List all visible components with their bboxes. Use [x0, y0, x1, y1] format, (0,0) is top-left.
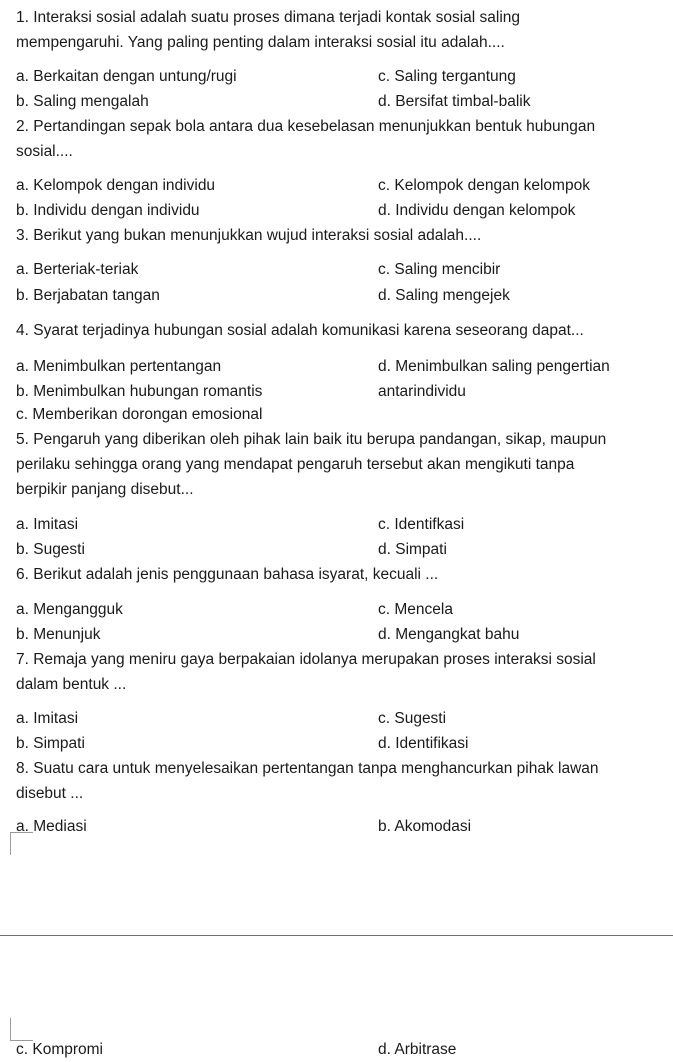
question-6-option-d: d. Mengangkat bahu: [378, 626, 520, 643]
question-2-line-2: sosial....: [16, 143, 73, 160]
question-2-line-1: 2. Pertandingan sepak bola antara dua kesebelasan menunjukkan bentuk hubungan: [16, 118, 596, 135]
question-5-line-3: berpikir panjang disebut...: [16, 481, 194, 498]
question-8-option-b: b. Akomodasi: [378, 818, 472, 831]
question-5-line-1: 5. Pengaruh yang diberikan oleh pihak lain baik itu berupa pandangan, sikap, maupun: [16, 431, 607, 448]
question-3-line-1: 3. Berikut yang bukan menunjukkan wujud interaksi sosial adalah....: [16, 227, 482, 244]
question-6-option-c: c. Mencela: [378, 601, 453, 618]
question-2-option-a: a. Kelompok dengan individu: [16, 177, 216, 194]
question-5-option-b: b. Sugesti: [16, 541, 85, 558]
question-1-line-2: mempengaruhi. Yang paling penting dalam interaksi sosial itu adalah....: [16, 34, 505, 51]
question-5-option-c: c. Identifkasi: [378, 516, 465, 533]
question-6-option-b: b. Menunjuk: [16, 626, 101, 643]
question-3-option-c: c. Saling mencibir: [378, 261, 501, 278]
question-7-option-d: d. Identifikasi: [378, 735, 469, 752]
question-2-option-b: b. Individu dengan individu: [16, 202, 200, 219]
question-4-line-1: 4. Syarat terjadinya hubungan sosial adalah komunikasi karena seseorang dapat...: [16, 322, 584, 339]
question-1-option-d: d. Bersifat timbal-balik: [378, 93, 531, 110]
page-corner-mark-top: [10, 832, 33, 855]
question-3-option-a: a. Berteriak-teriak: [16, 261, 139, 278]
question-3-option-b: b. Berjabatan tangan: [16, 287, 160, 304]
question-4-option-d: d. Menimbulkan saling pengertian: [378, 358, 610, 375]
question-7-line-2: dalam bentuk ...: [16, 676, 127, 693]
question-1-option-c: c. Saling tergantung: [378, 68, 516, 85]
page-break-divider: [0, 935, 673, 936]
page-corner-mark-bottom: [10, 1018, 33, 1041]
question-8-line-1: 8. Suatu cara untuk menyelesaikan pertentangan tanpa menghancurkan pihak lawan: [16, 760, 599, 777]
question-4-option-d-continued: antarindividu: [378, 383, 466, 400]
question-8-option-c: c. Kompromi: [16, 1041, 103, 1058]
question-1-option-a: a. Berkaitan dengan untung/rugi: [16, 68, 237, 85]
question-2-option-d: d. Individu dengan kelompok: [378, 202, 576, 219]
question-5-option-d: d. Simpati: [378, 541, 447, 558]
question-1-line-1: 1. Interaksi sosial adalah suatu proses dimana terjadi kontak sosial saling: [16, 9, 521, 26]
question-7-option-b: b. Simpati: [16, 735, 85, 752]
question-7-option-c: c. Sugesti: [378, 710, 447, 727]
question-5-line-2: perilaku sehingga orang yang mendapat pengaruh tersebut akan mengikuti tanpa: [16, 456, 575, 473]
question-7-option-a: a. Imitasi: [16, 710, 79, 727]
question-8-line-2: disebut ...: [16, 785, 84, 802]
question-4-option-c: c. Memberikan dorongan emosional: [16, 406, 263, 423]
question-2-option-c: c. Kelompok dengan kelompok: [378, 177, 590, 194]
question-3-option-d: d. Saling mengejek: [378, 287, 510, 304]
question-1-option-b: b. Saling mengalah: [16, 93, 149, 110]
question-4-option-b: b. Menimbulkan hubungan romantis: [16, 383, 263, 400]
question-7-line-1: 7. Remaja yang meniru gaya berpakaian idolanya merupakan proses interaksi sosial: [16, 651, 596, 668]
question-8-option-d: d. Arbitrase: [378, 1041, 457, 1058]
question-6-line-1: 6. Berikut adalah jenis penggunaan bahasa isyarat, kecuali ...: [16, 566, 439, 583]
question-4-option-a: a. Menimbulkan pertentangan: [16, 358, 222, 375]
question-8-option-a: a. Mediasi: [16, 818, 87, 831]
question-5-option-a: a. Imitasi: [16, 516, 79, 533]
question-6-option-a: a. Mengangguk: [16, 601, 123, 618]
